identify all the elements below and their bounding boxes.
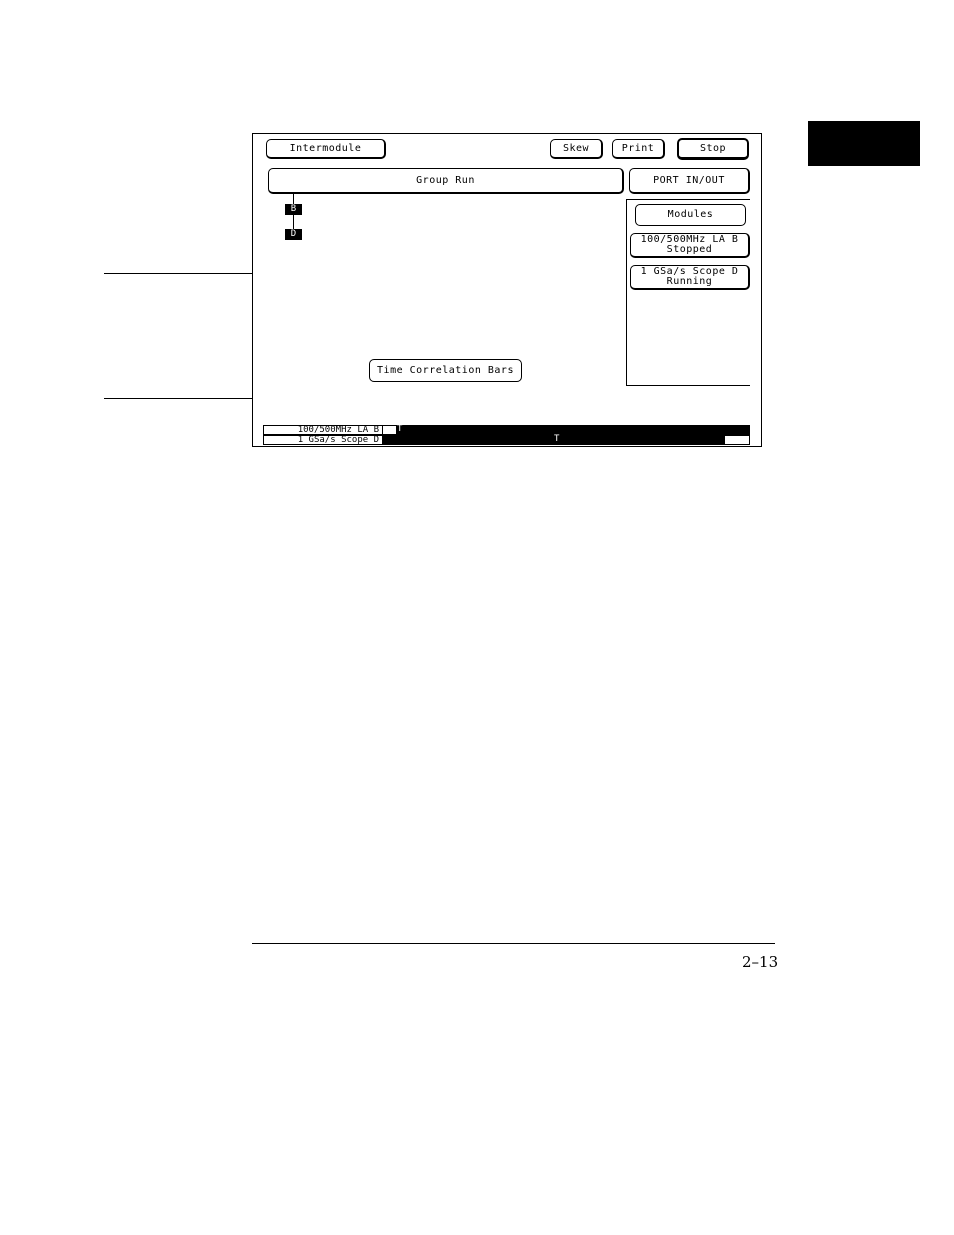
print-button[interactable]: Print: [612, 139, 665, 159]
bar-scope-d-trigger-marker: T: [554, 434, 560, 444]
stop-button[interactable]: Stop: [677, 138, 749, 160]
bar-label-la-b: 100/500MHz LA B: [263, 425, 383, 435]
bar-la-b-idle: [383, 425, 396, 435]
bar-la-b[interactable]: [396, 425, 750, 435]
port-in-out-button[interactable]: PORT IN/OUT: [629, 168, 750, 194]
module-button-la-b[interactable]: [630, 233, 750, 258]
module-node-d[interactable]: D: [285, 229, 302, 240]
module-node-b[interactable]: B: [285, 204, 302, 215]
section-tab: [808, 121, 920, 166]
tree-connector-mid: [293, 215, 294, 229]
tree-connector-top: [293, 194, 294, 204]
page-number: 2–13: [742, 953, 779, 971]
modules-title-button[interactable]: Modules: [635, 204, 746, 226]
footer-rule: [252, 943, 775, 944]
bar-la-b-trigger-marker: T: [397, 424, 403, 434]
bar-label-scope-d: 1 GSa/s Scope D: [263, 435, 383, 445]
module-button-scope-d[interactable]: [630, 265, 750, 290]
time-correlation-bars-button[interactable]: Time Correlation Bars: [369, 359, 522, 382]
modules-panel: [626, 199, 750, 386]
group-run-button[interactable]: Group Run: [268, 168, 624, 194]
module-name: 1 GSa/s Scope D: [640, 266, 739, 277]
skew-button[interactable]: Skew: [550, 139, 603, 159]
module-status: Stopped: [666, 244, 713, 255]
module-name: 100/500MHz LA B: [640, 234, 739, 245]
module-status: Running: [666, 276, 713, 287]
intermodule-button[interactable]: Intermodule: [266, 139, 386, 159]
bar-scope-d-idle: [725, 435, 750, 445]
